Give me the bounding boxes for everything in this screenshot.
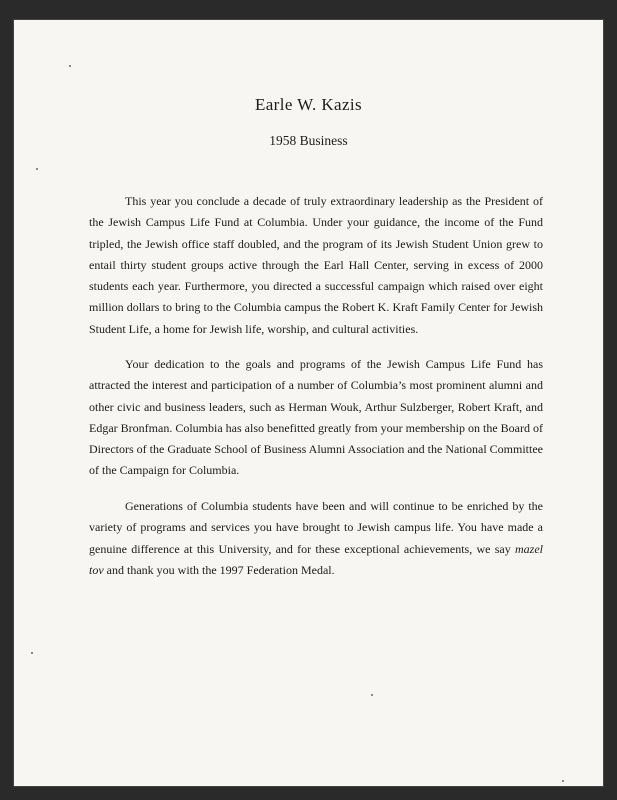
paper-speck: [36, 168, 38, 170]
paper-speck: [31, 652, 33, 654]
paper-speck: [69, 65, 71, 67]
honoree-name: Earle W. Kazis: [254, 95, 363, 114]
paper-speck: [562, 780, 564, 782]
class-year: 1958 Business: [269, 133, 348, 148]
paragraph-leadership: This year you conclude a decade of truly extraordinary leadership as the President of the Jewish Campus Life Fund at Columbia. Under your guidance, the income of the Fund tripled, the Jewish office staff doubled, and the program of its Jewish Student Union grew to entail thirty student groups active through the Earl Hall Center, serving in excess of 2000 students each year. Furthermore, you directed a successful campaign which raised over eight million dollars to bring to the Columbia campus the Robert K. Kraft Family Center for Jewish Student Life, a home for Jewish life, worship, and cultural activities.: [89, 194, 543, 336]
closing-text-end: and thank you with the 1997 Federation Medal.: [103, 562, 335, 577]
document-page: [14, 20, 603, 786]
closing-text-start: Generations of Columbia students have been and will continue to be enriched by the variety of programs and services you have brought to Jewish campus life. You have made a genuine difference at this University, and for these exceptional achievements, we say: [89, 499, 543, 556]
paragraph-closing: [89, 496, 543, 581]
paragraph-dedication: Your dedication to the goals and programs of the Jewish Campus Life Fund has attracted the interest and participation of a number of Columbia’s most prominent alumni and other civic and business leaders, such as Herman Wouk, Arthur Sulzberger, Robert Kraft, and Edgar Bronfman. Columbia has also benefitted greatly from your membership on the Board of Directors of the Graduate School of Business Alumni Association and the National Committee of the Campaign for Columbia.: [89, 357, 543, 478]
paper-speck: [371, 694, 373, 696]
closing-italic-phrase: mazel tov: [89, 541, 543, 577]
